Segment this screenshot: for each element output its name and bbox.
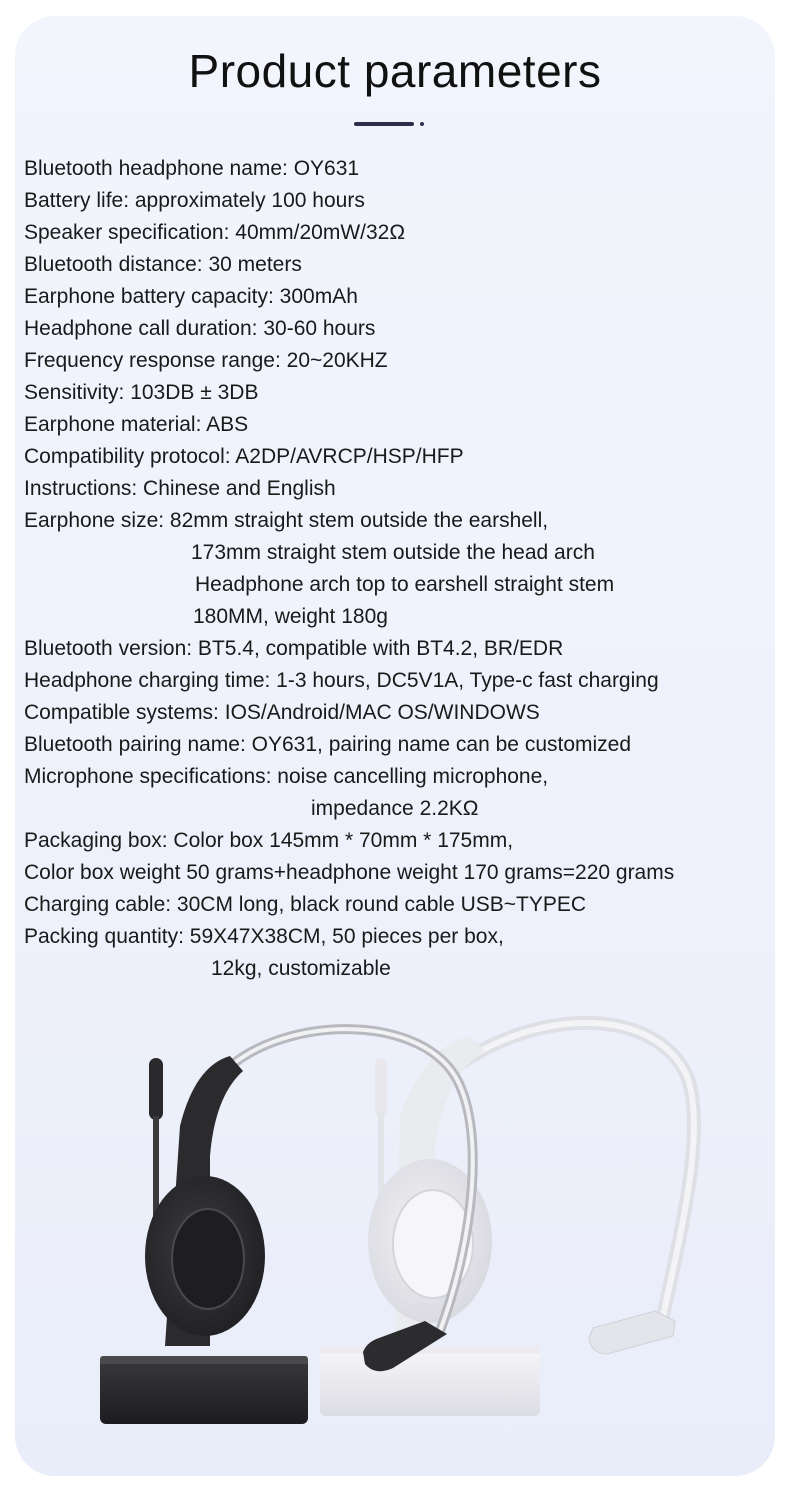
spec-row-size-cont-1: 173mm straight stem outside the head arch (191, 541, 595, 564)
spec-row-speaker: Speaker specification: 40mm/20mW/32Ω (24, 221, 406, 244)
spec-row-systems: Compatible systems: IOS/Android/MAC OS/WINDOWS (24, 701, 540, 724)
spec-row-microphone: Microphone specifications: noise cancelling microphone, (24, 765, 549, 788)
spec-list (24, 153, 774, 985)
spec-row-packing-quantity-cont: 12kg, customizable (211, 957, 391, 980)
spec-row-packaging-box: Packaging box: Color box 145mm * 70mm * 175mm, (24, 829, 514, 852)
headset-product-illustration (15, 1016, 775, 1476)
spec-row-protocol: Compatibility protocol: A2DP/AVRCP/HSP/HFP (24, 445, 464, 468)
spec-row-size-cont-2: Headphone arch top to earshell straight stem (195, 573, 615, 596)
spec-row-frequency: Frequency response range: 20~20KHZ (24, 349, 388, 372)
spec-row-pairing-name: Bluetooth pairing name: OY631, pairing name can be customized (24, 733, 632, 756)
parameters-card (15, 16, 775, 1476)
spec-row-bt-version: Bluetooth version: BT5.4, compatible with BT4.2, BR/EDR (24, 637, 564, 660)
spec-row-sensitivity: Sensitivity: 103DB ± 3DB (24, 381, 259, 404)
white-headset (320, 1016, 694, 1476)
spec-row-battery-life: Battery life: approximately 100 hours (24, 189, 365, 212)
spec-row-instructions: Instructions: Chinese and English (24, 477, 336, 500)
spec-row-size-cont-3: 180MM, weight 180g (193, 605, 388, 628)
title-divider-dot (420, 122, 424, 126)
spec-row-name: Bluetooth headphone name: OY631 (24, 157, 360, 180)
spec-row-charging-time: Headphone charging time: 1-3 hours, DC5V1A, Type-c fast charging (24, 669, 659, 692)
page-title: Product parameters (188, 45, 602, 97)
spec-row-distance: Bluetooth distance: 30 meters (24, 253, 302, 276)
spec-row-call-duration: Headphone call duration: 30-60 hours (24, 317, 376, 340)
spec-row-battery-capacity: Earphone battery capacity: 300mAh (24, 285, 358, 308)
spec-row-microphone-cont: impedance 2.2KΩ (311, 797, 479, 820)
spec-row-material: Earphone material: ABS (24, 413, 249, 436)
title-divider (354, 122, 414, 126)
spec-row-packing-quantity: Packing quantity: 59X47X38CM, 50 pieces per box, (24, 925, 504, 948)
spec-row-size: Earphone size: 82mm straight stem outside the earshell, (24, 509, 549, 532)
spec-row-charging-cable: Charging cable: 30CM long, black round cable USB~TYPEC (24, 893, 587, 916)
spec-row-packaging-weight: Color box weight 50 grams+headphone weight 170 grams=220 grams (24, 861, 675, 884)
